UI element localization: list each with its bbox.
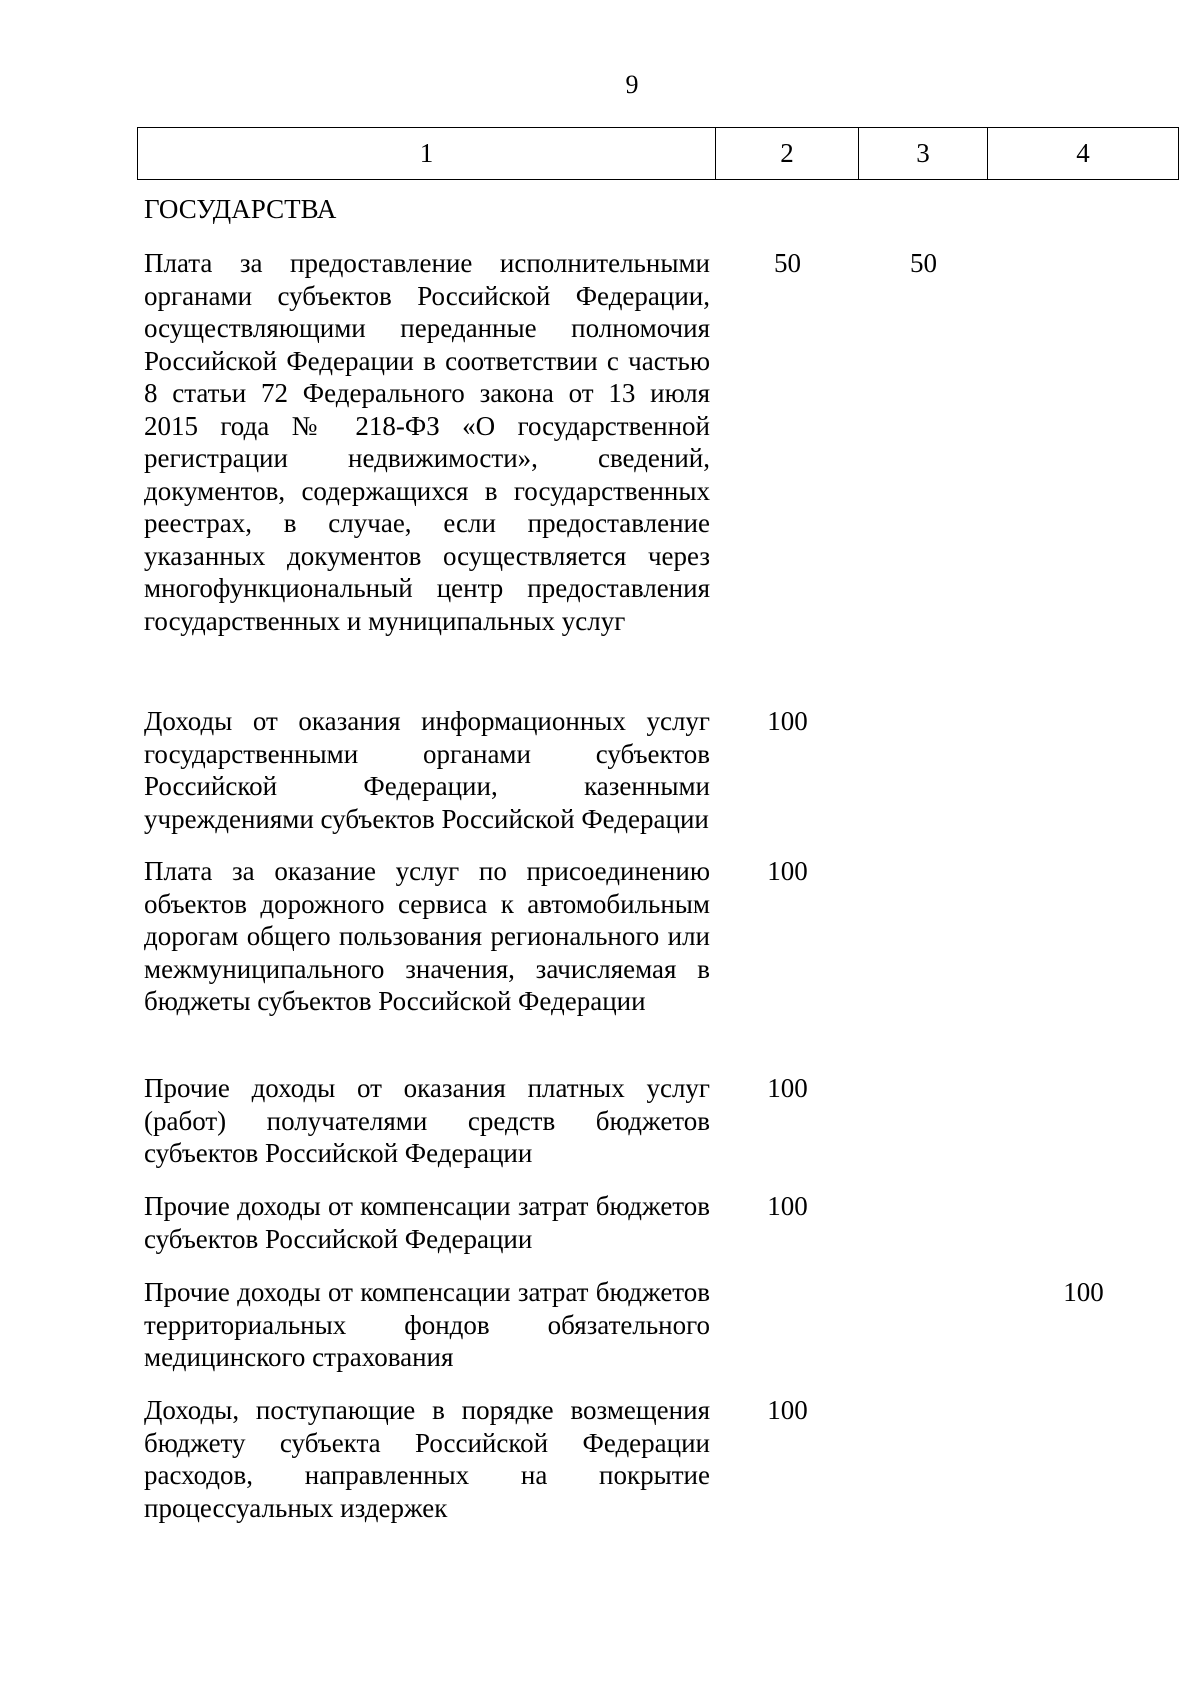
table-header	[137, 127, 1179, 180]
page-number: 9	[625, 70, 639, 99]
header-cell-4: 4	[988, 128, 1179, 180]
row-value-col2: 100	[767, 856, 808, 886]
row-value-col2: 100	[767, 706, 808, 736]
row-value-col4: 100	[1063, 1277, 1104, 1307]
row-description: Прочие доходы от оказания платных услуг (работ) получателями средств бюджетов субъектов Российской Федерации	[144, 1073, 710, 1168]
row-description: Плата за оказание услуг по присоединению объектов дорожного сервиса к автомобильным дорогам общего пользования регионального или межмуниципального значения, зачисляемая в бюджеты субъектов Российской Федерации	[144, 856, 710, 1016]
section-caption: ГОСУДАРСТВА	[144, 194, 337, 224]
row-description: Доходы, поступающие в порядке возмещения бюджету субъекта Российской Федерации расходов, направленных на покрытие процессуальных издержек	[144, 1395, 710, 1523]
row-description: Прочие доходы от компенсации затрат бюджетов субъектов Российской Федерации	[144, 1191, 710, 1254]
row-value-col2: 100	[767, 1073, 808, 1103]
row-description: Плата за предоставление исполнительными органами субъектов Российской Федерации, осуществляющими переданные полномочия Российской Федерации в соответствии с частью 8 статьи 72 Федерального закона от 13 июля 2015 года № 218-ФЗ «О государственной регистрации недвижимости», сведений, документов, содержащихся в государственных реестрах, в случае, если предоставление указанных документов осуществляется через многофункциональный центр предоставления государственных и муниципальных услуг	[144, 248, 710, 636]
header-cell-2: 2	[716, 128, 859, 180]
row-description: Доходы от оказания информационных услуг государственными органами субъектов Российской Федерации, казенными учреждениями субъектов Российской Федерации	[144, 706, 710, 834]
row-value-col3: 50	[910, 248, 937, 278]
header-cell-3: 3	[859, 128, 988, 180]
row-value-col2: 100	[767, 1191, 808, 1221]
row-value-col2: 50	[774, 248, 801, 278]
row-description: Прочие доходы от компенсации затрат бюджетов территориальных фондов обязательного медицинского страхования	[144, 1277, 710, 1372]
row-value-col2: 100	[767, 1395, 808, 1425]
header-cell-1: 1	[138, 128, 716, 180]
